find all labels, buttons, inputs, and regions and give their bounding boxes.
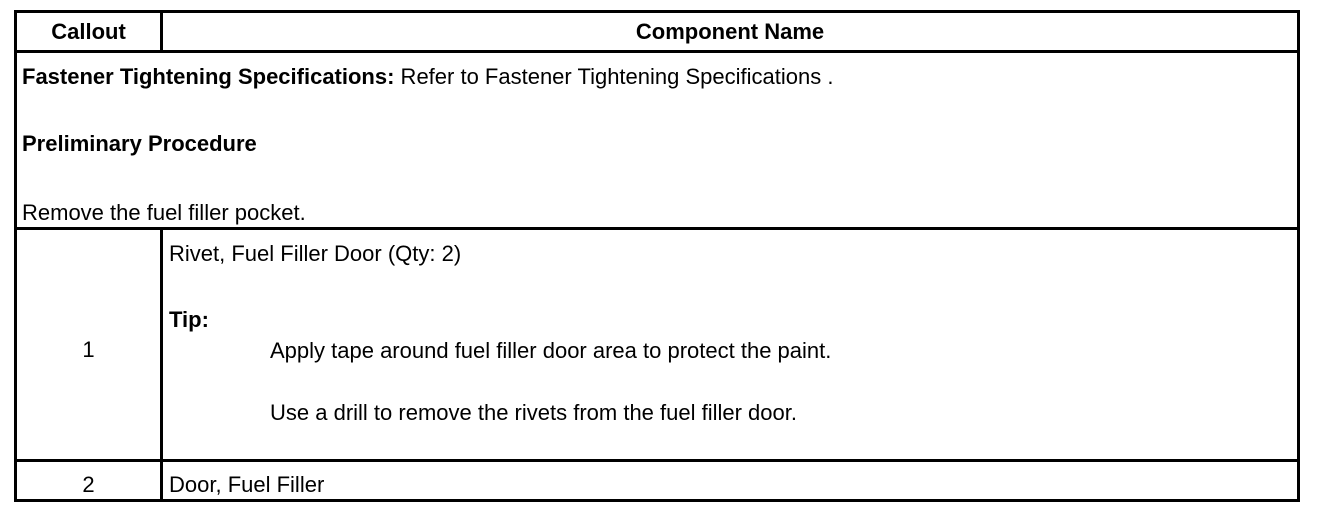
header-bottom-border (17, 50, 1297, 53)
row2-callout: 2 (82, 472, 95, 497)
row1-tip-label: Tip: (169, 307, 209, 332)
row1-callout: 1 (82, 337, 95, 362)
tightening-spec-label: Fastener Tightening Specifications: (22, 64, 395, 89)
row1-tip-1: Apply tape around fuel filler door area to protect the paint. (270, 338, 832, 363)
row1-divider (160, 227, 163, 460)
tightening-spec-line (22, 66, 833, 88)
header-callout: Callout (51, 19, 126, 44)
preliminary-procedure-heading: Preliminary Procedure (22, 131, 257, 156)
tightening-spec-text: Refer to Fastener Tightening Specifications . (394, 64, 834, 89)
row1-component: Rivet, Fuel Filler Door (Qty: 2) (169, 241, 462, 266)
row1-tip-2: Use a drill to remove the rivets from the fuel filler door. (270, 400, 797, 425)
preliminary-step: Remove the fuel filler pocket. (22, 200, 306, 225)
row1-bottom-border (17, 459, 1297, 462)
procedure-table (14, 10, 1300, 502)
row2-component: Door, Fuel Filler (169, 472, 325, 497)
header-component-name: Component Name (635, 19, 825, 44)
intro-bottom-border (17, 227, 1297, 230)
row2-divider (160, 459, 163, 502)
